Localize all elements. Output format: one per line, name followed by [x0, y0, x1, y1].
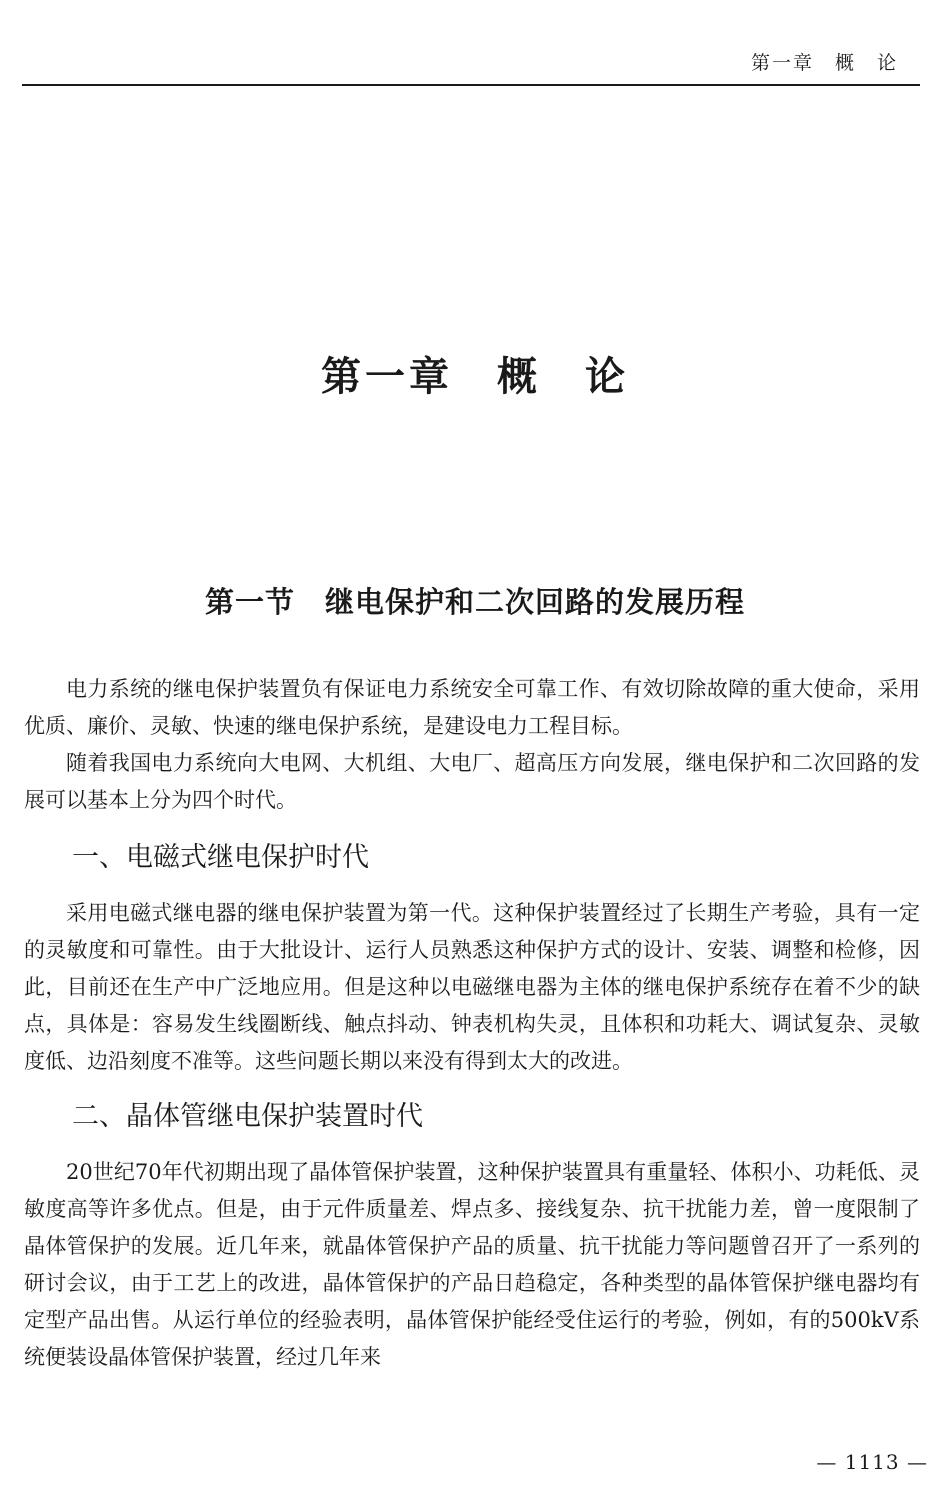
- intro-paragraph-2: 随着我国电力系统向大电网、大机组、大电厂、超高压方向发展，继电保护和二次回路的发展可以基本上分为四个时代。: [24, 751, 920, 812]
- running-header: [22, 44, 920, 86]
- subsection-heading-2: 二、晶体管继电保护装置时代: [72, 1101, 423, 1132]
- subsection-paragraph-2: 20世纪70年代初期出现了晶体管保护装置，这种保护装置具有重量轻、体积小、功耗低、灵敏度高等许多优点。但是，由于元件质量差、焊点多、接线复杂、抗干扰能力差，曾一度限制了晶体管保护的发展。近几年来，就晶体管保护产品的质量、抗干扰能力等问题曾召开了一系列的研讨会议，由于工艺上的改进，晶体管保护的产品日趋稳定，各种类型的晶体管保护继电器均有定型产品出售。从运行单位的经验表明，晶体管保护能经受住运行的考验，例如，有的500kV系统便装设晶体管保护装置，经过几年来: [24, 1160, 920, 1369]
- page-number: — 1113 —: [816, 1450, 928, 1474]
- section-title: 第一节 继电保护和二次回路的发展历程: [204, 585, 745, 620]
- subsection-heading-1: 一、电磁式继电保护时代: [72, 842, 369, 873]
- body-text: [24, 671, 920, 1376]
- subsection-paragraph-1: 采用电磁式继电器的继电保护装置为第一代。这种保护装置经过了长期生产考验，具有一定的灵敏度和可靠性。由于大批设计、运行人员熟悉这种保护方式的设计、安装、调整和检修，因此，目前还在生产中广泛地应用。但是这种以电磁继电器为主体的继电保护系统存在着不少的缺点，具体是：容易发生线圈断线、触点抖动、钟表机构失灵，且体积和功耗大、调试复杂、灵敏度低、边沿刻度不准等。这些问题长期以来没有得到太大的改进。: [24, 901, 920, 1073]
- intro-paragraph-1: 电力系统的继电保护装置负有保证电力系统安全可靠工作、有效切除故障的重大使命，采用优质、廉价、灵敏、快速的继电保护系统，是建设电力工程目标。: [24, 677, 920, 738]
- running-header-title: 第一章 概 论: [750, 52, 898, 74]
- chapter-title: 第一章 概 论: [321, 352, 629, 400]
